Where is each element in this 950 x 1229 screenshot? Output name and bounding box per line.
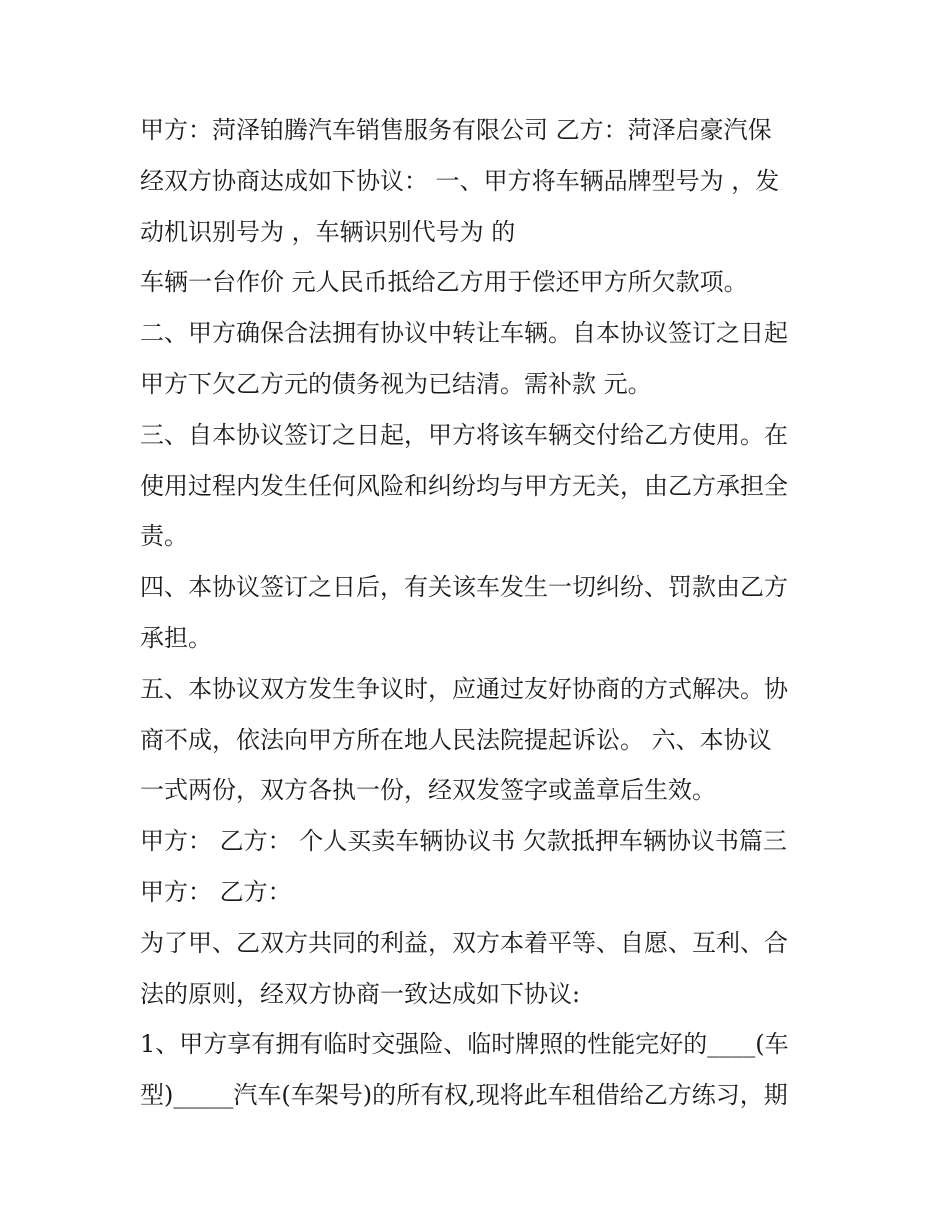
document-body	[140, 105, 820, 1121]
text-line: 1、甲方享有拥有临时交强险、临时牌照的性能完好的____(车	[140, 1030, 789, 1059]
text-line: 使用过程内发生任何风险和纠纷均与甲方无关，由乙方承担全	[140, 471, 788, 500]
text-line: 责。	[140, 522, 188, 551]
text-line: 商不成，依法向甲方所在地人民法院提起诉讼。 六、本协议	[140, 725, 772, 754]
text-line: 为了甲、乙双方共同的利益，双方本着平等、自愿、互利、合	[140, 928, 788, 957]
text-line: 甲方：菏泽铂腾汽车销售服务有限公司 乙方：菏泽启豪汽保	[140, 116, 772, 144]
text-line: 四、本协议签订之日后，有关该车发生一切纠纷、罚款由乙方	[140, 573, 788, 602]
text-line: 型)_____汽车(车架号)的所有权,现将此车租借给乙方练习，期	[140, 1081, 788, 1110]
text-line: 三、自本协议签订之日起，甲方将该车辆交付给乙方使用。在	[140, 420, 788, 449]
text-line: 车辆一台作价 元人民币抵给乙方用于偿还甲方所欠款项。	[140, 268, 748, 297]
text-line: 甲方下欠乙方元的债务视为已结清。需补款 元。	[140, 369, 652, 398]
text-line: 一式两份，双方各执一份，经双发签字或盖章后生效。	[140, 776, 716, 805]
text-line: 经双方协商达成如下协议： 一、甲方将车辆品牌型号为 ，发	[140, 166, 780, 195]
text-line: 动机识别号为 ，车辆识别代号为 的	[140, 217, 516, 246]
text-line: 承担。	[140, 623, 212, 652]
text-line: 甲方： 乙方：	[140, 877, 292, 906]
text-line: 二、甲方确保合法拥有协议中转让车辆。自本协议签订之日起	[140, 319, 788, 348]
text-line: 五、本协议双方发生争议时，应通过友好协商的方式解决。协	[140, 674, 788, 703]
text-line: 法的原则，经双方协商一致达成如下协议:	[140, 979, 581, 1008]
text-line: 甲方： 乙方： 个人买卖车辆协议书 欠款抵押车辆协议书篇三	[140, 827, 787, 856]
